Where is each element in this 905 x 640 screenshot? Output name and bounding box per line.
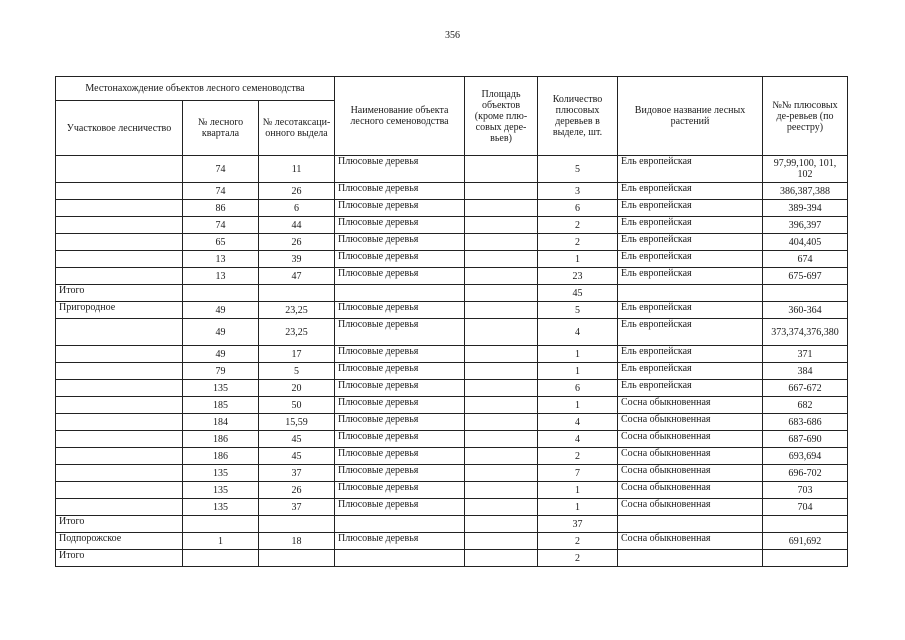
table-row [56,380,848,397]
cell-object-name: Плюсовые деревья [335,268,465,285]
cell-registry: 371 [763,346,848,363]
cell-area [465,319,538,346]
cell-object-name: Плюсовые деревья [335,465,465,482]
cell-registry: 687-690 [763,431,848,448]
cell-district [56,380,183,397]
cell-plot: 23,25 [259,302,335,319]
cell-quarter [183,285,259,302]
table-row [56,251,848,268]
cell-district [56,251,183,268]
table-row [56,234,848,251]
cell-area [465,346,538,363]
cell-count: 37 [538,516,618,533]
header-quarter: № лесного квартала [183,101,259,156]
cell-count: 5 [538,302,618,319]
cell-district: Подпорожское [56,533,183,550]
cell-quarter: 13 [183,251,259,268]
cell-species: Сосна обыкновенная [618,448,763,465]
cell-quarter: 49 [183,319,259,346]
cell-area [465,302,538,319]
cell-registry [763,285,848,302]
cell-species: Ель европейская [618,183,763,200]
cell-count: 4 [538,431,618,448]
cell-registry: 97,99,100, 101, 102 [763,156,848,183]
cell-registry: 703 [763,482,848,499]
cell-plot: 20 [259,380,335,397]
table-row [56,200,848,217]
cell-species [618,550,763,567]
cell-district [56,200,183,217]
cell-district [56,183,183,200]
table-row [56,302,848,319]
table-row [56,397,848,414]
cell-area [465,183,538,200]
cell-area [465,533,538,550]
cell-object-name: Плюсовые деревья [335,448,465,465]
cell-species: Ель европейская [618,363,763,380]
cell-species: Ель европейская [618,380,763,397]
cell-species: Ель европейская [618,268,763,285]
cell-plot [259,516,335,533]
table-row [56,414,848,431]
cell-object-name: Плюсовые деревья [335,414,465,431]
cell-species: Сосна обыкновенная [618,431,763,448]
cell-count: 2 [538,234,618,251]
table-row [56,346,848,363]
total-row [56,516,848,533]
cell-registry: 693,694 [763,448,848,465]
cell-district [56,319,183,346]
cell-object-name: Плюсовые деревья [335,200,465,217]
cell-quarter: 74 [183,156,259,183]
cell-count: 6 [538,200,618,217]
cell-count: 1 [538,251,618,268]
cell-object-name: Плюсовые деревья [335,380,465,397]
cell-species: Ель европейская [618,200,763,217]
table-body [56,156,848,567]
cell-object-name: Плюсовые деревья [335,319,465,346]
cell-plot [259,550,335,567]
cell-plot: 11 [259,156,335,183]
cell-registry: 373,374,376,380 [763,319,848,346]
cell-species: Сосна обыкновенная [618,533,763,550]
cell-plot: 37 [259,465,335,482]
cell-plot: 37 [259,499,335,516]
cell-plot: 39 [259,251,335,268]
table-row [56,431,848,448]
header-area: Площадь объектов (кроме плю-совых дере-вьев) [465,77,538,156]
total-row [56,550,848,567]
cell-quarter: 86 [183,200,259,217]
cell-quarter: 49 [183,346,259,363]
table-row [56,533,848,550]
cell-area [465,285,538,302]
cell-area [465,499,538,516]
cell-quarter: 1 [183,533,259,550]
cell-district [56,431,183,448]
seed-objects-table [55,76,848,567]
cell-registry [763,550,848,567]
cell-object-name: Плюсовые деревья [335,234,465,251]
cell-species: Ель европейская [618,217,763,234]
page-number: 356 [445,30,460,41]
cell-registry: 704 [763,499,848,516]
cell-district [56,346,183,363]
cell-area [465,550,538,567]
cell-plot: 45 [259,431,335,448]
cell-species: Ель европейская [618,302,763,319]
cell-object-name: Плюсовые деревья [335,251,465,268]
cell-area [465,414,538,431]
header-registry: №№ плюсовых де-ревьев (по реестру) [763,77,848,156]
cell-count: 2 [538,550,618,567]
cell-species: Сосна обыкновенная [618,465,763,482]
cell-object-name: Плюсовые деревья [335,533,465,550]
cell-plot: 50 [259,397,335,414]
table-row [56,183,848,200]
cell-count: 6 [538,380,618,397]
cell-area [465,397,538,414]
cell-registry: 404,405 [763,234,848,251]
cell-species: Сосна обыкновенная [618,499,763,516]
cell-object-name: Плюсовые деревья [335,363,465,380]
cell-quarter [183,550,259,567]
cell-registry: 696-702 [763,465,848,482]
cell-count: 2 [538,533,618,550]
table-row [56,482,848,499]
cell-count: 4 [538,319,618,346]
cell-district: Итого [56,550,183,567]
cell-quarter: 74 [183,217,259,234]
cell-area [465,431,538,448]
cell-object-name: Плюсовые деревья [335,499,465,516]
cell-quarter: 186 [183,448,259,465]
cell-species: Ель европейская [618,156,763,183]
cell-district [56,499,183,516]
cell-plot: 26 [259,183,335,200]
header-plot: № лесотаксаци-онного выдела [259,101,335,156]
cell-district [56,363,183,380]
cell-registry: 682 [763,397,848,414]
cell-count: 1 [538,346,618,363]
cell-object-name: Плюсовые деревья [335,156,465,183]
cell-area [465,380,538,397]
cell-count: 23 [538,268,618,285]
cell-registry: 675-697 [763,268,848,285]
cell-quarter: 79 [183,363,259,380]
cell-plot: 18 [259,533,335,550]
cell-count: 7 [538,465,618,482]
cell-registry: 674 [763,251,848,268]
cell-quarter: 49 [183,302,259,319]
total-row [56,285,848,302]
cell-count: 3 [538,183,618,200]
cell-registry: 683-686 [763,414,848,431]
cell-quarter: 13 [183,268,259,285]
cell-district [56,268,183,285]
cell-count: 1 [538,482,618,499]
cell-object-name: Плюсовые деревья [335,397,465,414]
cell-plot: 6 [259,200,335,217]
header-district: Участковое лесничество [56,101,183,156]
cell-species: Ель европейская [618,234,763,251]
cell-district [56,414,183,431]
cell-count: 2 [538,448,618,465]
cell-count: 5 [538,156,618,183]
cell-object-name: Плюсовые деревья [335,217,465,234]
header-location-group: Местонахождение объектов лесного семеноводства [56,77,335,101]
cell-quarter: 185 [183,397,259,414]
table-row [56,465,848,482]
cell-object-name: Плюсовые деревья [335,482,465,499]
cell-area [465,482,538,499]
cell-quarter: 135 [183,499,259,516]
header-species: Видовое название лесных растений [618,77,763,156]
cell-district [56,156,183,183]
cell-quarter: 184 [183,414,259,431]
cell-species [618,516,763,533]
cell-quarter [183,516,259,533]
cell-quarter: 186 [183,431,259,448]
cell-registry [763,516,848,533]
cell-count: 4 [538,414,618,431]
cell-plot: 23,25 [259,319,335,346]
cell-object-name: Плюсовые деревья [335,346,465,363]
header-count: Количество плюсовых деревьев в выделе, шт. [538,77,618,156]
cell-district [56,448,183,465]
cell-registry: 384 [763,363,848,380]
table-row [56,268,848,285]
cell-species [618,285,763,302]
table-row [56,499,848,516]
cell-district: Итого [56,285,183,302]
cell-district [56,397,183,414]
cell-area [465,251,538,268]
cell-species: Ель европейская [618,319,763,346]
table-row [56,363,848,380]
cell-species: Сосна обыкновенная [618,397,763,414]
cell-area [465,516,538,533]
cell-district [56,465,183,482]
cell-quarter: 135 [183,482,259,499]
cell-plot [259,285,335,302]
cell-count: 2 [538,217,618,234]
cell-plot: 47 [259,268,335,285]
cell-species: Ель европейская [618,251,763,268]
cell-area [465,200,538,217]
cell-area [465,156,538,183]
cell-plot: 26 [259,234,335,251]
cell-object-name [335,550,465,567]
cell-object-name: Плюсовые деревья [335,302,465,319]
cell-area [465,268,538,285]
cell-area [465,465,538,482]
cell-count: 45 [538,285,618,302]
cell-district [56,234,183,251]
cell-object-name [335,516,465,533]
cell-species: Ель европейская [618,346,763,363]
cell-quarter: 135 [183,380,259,397]
cell-plot: 5 [259,363,335,380]
cell-area [465,217,538,234]
cell-count: 1 [538,499,618,516]
cell-district [56,482,183,499]
cell-quarter: 74 [183,183,259,200]
cell-object-name: Плюсовые деревья [335,183,465,200]
cell-registry: 389-394 [763,200,848,217]
cell-object-name [335,285,465,302]
cell-registry: 386,387,388 [763,183,848,200]
cell-quarter: 135 [183,465,259,482]
cell-species: Сосна обыкновенная [618,482,763,499]
header-object-name: Наименование объекта лесного семеноводства [335,77,465,156]
table-row [56,156,848,183]
cell-registry: 691,692 [763,533,848,550]
cell-registry: 667-672 [763,380,848,397]
cell-count: 1 [538,363,618,380]
cell-registry: 360-364 [763,302,848,319]
cell-district: Пригородное [56,302,183,319]
cell-species: Сосна обыкновенная [618,414,763,431]
cell-plot: 26 [259,482,335,499]
cell-plot: 15,59 [259,414,335,431]
table-row [56,217,848,234]
cell-district [56,217,183,234]
cell-plot: 44 [259,217,335,234]
cell-object-name: Плюсовые деревья [335,431,465,448]
cell-area [465,363,538,380]
table-row [56,319,848,346]
cell-district: Итого [56,516,183,533]
cell-plot: 17 [259,346,335,363]
cell-area [465,448,538,465]
cell-quarter: 65 [183,234,259,251]
cell-count: 1 [538,397,618,414]
cell-registry: 396,397 [763,217,848,234]
cell-area [465,234,538,251]
cell-plot: 45 [259,448,335,465]
table-row [56,448,848,465]
